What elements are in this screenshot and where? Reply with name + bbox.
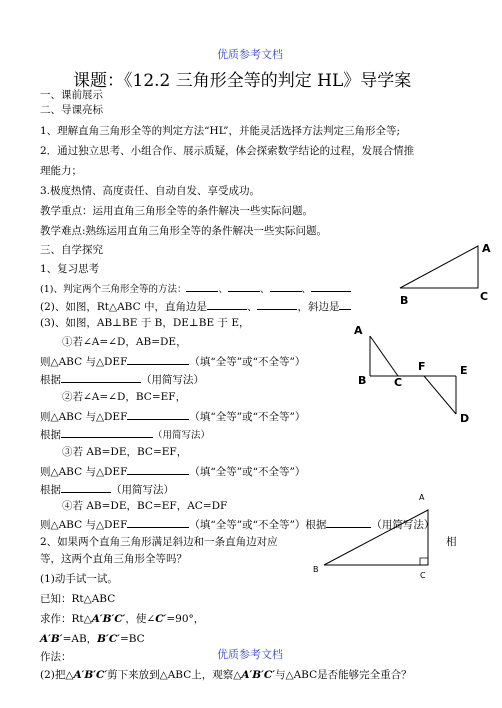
case-3: ③若 AB=DE，BC=EF， — [62, 446, 188, 458]
basis-text: 根据 — [40, 484, 61, 496]
fillin-hint: （填“全等”或“不全等”） — [189, 411, 306, 423]
case-2-basis — [40, 427, 210, 442]
label-c: C — [480, 290, 489, 303]
construct-end: =90°， — [166, 613, 205, 625]
fillin-hint: （填“全等”或“不全等”） — [189, 356, 306, 368]
blank[interactable] — [311, 281, 351, 292]
basis-text: 根据 — [40, 374, 61, 386]
fillin-hint: （填“全等”或“不全等”） — [189, 519, 306, 531]
review-q3: (3)、如图，AB⊥BE 于 B，DE⊥BE 于 E， — [40, 317, 250, 329]
label-c: C — [420, 571, 426, 580]
case-2-answer — [40, 409, 305, 424]
case-1: ①若∠A=∠D，AB=DE， — [62, 336, 187, 348]
basis-text: 根据 — [40, 429, 61, 441]
then-text: 则△ABC 与△DEF — [40, 411, 128, 423]
review-q2-text: (2)、如图，Rt△ABC 中，直角边是 — [40, 301, 207, 313]
inquiry-question-line-1-end: 相 — [446, 536, 457, 548]
overlap-prefix: (2)把△ — [40, 669, 74, 681]
construct-prefix: 求作：Rt△ — [40, 613, 92, 625]
condition-1: =AB， — [62, 633, 98, 645]
try-it: (1)动手试一试。 — [40, 573, 118, 585]
blank[interactable] — [339, 299, 351, 310]
overlap-mid: 剪下来放到△ABC上，观察△ — [107, 669, 242, 681]
review-q1-text: (1)、判定两个三角形全等的方法： — [40, 284, 187, 295]
case-3-answer — [40, 464, 305, 479]
blank[interactable] — [127, 517, 189, 528]
review-q2-hypotenuse: ，斜边是 — [297, 301, 340, 313]
right-angle-mark — [420, 558, 428, 565]
segment-ab-prime: A′B′ — [40, 633, 63, 645]
short-hint: （用简写法） — [141, 374, 204, 386]
short-hint: （用简写法） — [111, 484, 174, 496]
section-heading-3: 三、自学探究 — [40, 244, 103, 256]
fillin-hint: （填“全等”或“不全等”） — [189, 466, 306, 478]
goal-3: 3.极度热情、高度责任、自动自发、享受成功。 — [40, 185, 261, 197]
separator: 、 — [218, 284, 228, 295]
document-title: 课题：《12.2 三角形全等的判定 HL》导学案 — [73, 71, 412, 91]
section-heading-1: 一、课前展示 — [40, 89, 103, 101]
case-1-basis — [40, 372, 204, 387]
case-3-basis — [40, 482, 174, 497]
then-text: 则△ABC 与△DEF — [40, 356, 128, 368]
blank[interactable] — [127, 354, 189, 365]
case-2: ②若∠A=∠D，BC=EF， — [62, 391, 187, 403]
figure-triangle-abc-small — [310, 488, 440, 582]
triangle-abc — [324, 510, 428, 565]
separator: 、 — [301, 284, 312, 295]
segment-bc-prime: B′C′ — [97, 633, 120, 645]
label-a: A — [354, 324, 363, 337]
blank[interactable] — [61, 372, 141, 383]
blank[interactable] — [207, 299, 247, 310]
label-a: A — [482, 242, 491, 255]
inquiry-question-line-2: 等，这两个直角三角形全等吗？ — [40, 553, 187, 565]
segment-fd — [424, 376, 456, 414]
triangle-prime: A′B′C′ — [73, 669, 108, 681]
review-q1 — [40, 281, 351, 296]
blank[interactable] — [127, 409, 189, 420]
condition-2: =BC — [119, 633, 145, 645]
triangle-prime: A′B′C′ — [91, 613, 126, 625]
difficult-point: 教学难点:熟练运用直角三角形全等的条件解决一些实际问题。 — [40, 225, 328, 237]
label-e: E — [460, 364, 468, 377]
basis-text: 根据 — [305, 519, 327, 531]
blank[interactable] — [186, 281, 218, 292]
section-heading-2: 二、导课亮标 — [40, 104, 103, 116]
inquiry-question-line-1: 2、如果两个直角三角形满足斜边和一条直角边对应 — [40, 536, 278, 548]
then-text: 则△ABC 与△DEF — [40, 466, 128, 478]
angle-c-prime: C′ — [155, 613, 167, 625]
case-1-answer — [40, 354, 305, 369]
goal-2-line-1: 2．通过独立思考、小组合作、展示质疑，体会探索数学结论的过程，发展合情推 — [40, 145, 415, 157]
segment-ac — [370, 336, 398, 376]
short-hint: （用简写法） — [153, 430, 211, 441]
method: 作法： — [40, 651, 72, 663]
construct — [40, 613, 204, 626]
label-b: B — [358, 374, 367, 387]
triangle-abc — [400, 246, 478, 288]
label-c: C — [394, 376, 403, 389]
review-q2 — [40, 299, 351, 314]
label-a: A — [419, 493, 425, 502]
given: 已知：Rt△ABC — [40, 593, 116, 605]
overlap-question — [40, 669, 412, 682]
overlap-end: 与△ABC是否能够完全重合？ — [275, 669, 412, 681]
blank[interactable] — [270, 281, 302, 292]
label-b: B — [400, 294, 409, 307]
goal-2-line-2: 理能力； — [40, 165, 82, 177]
then-text: 则△ABC 与△DEF — [40, 519, 128, 531]
blank[interactable] — [127, 464, 189, 475]
goal-1: 1、理解直角三角形全等的判定方法“HL”，并能灵活选择方法判定三角形全等; — [40, 125, 401, 137]
short-hint: （用简写法） — [371, 519, 435, 531]
separator: 、 — [246, 301, 258, 313]
figure-two-triangles — [352, 320, 482, 432]
case-4: ④若 AB=DE，BC=EF，AC=DF — [62, 500, 228, 512]
blank[interactable] — [228, 281, 260, 292]
page-header: 优质参考文档 — [217, 48, 283, 61]
figure-right-triangle-abc — [394, 238, 498, 310]
construct-conditions — [40, 633, 145, 646]
blank[interactable] — [61, 482, 111, 493]
construct-mid: ，使∠ — [125, 613, 156, 625]
triangle-prime: A′B′C′ — [241, 669, 276, 681]
key-point: 教学重点：运用直角三角形全等的条件解决一些实际问题。 — [40, 205, 313, 217]
review-heading: 1、复习思考 — [40, 263, 100, 275]
blank[interactable] — [61, 427, 153, 438]
page-footer: 优质参考文档 — [217, 648, 283, 661]
blank[interactable] — [257, 299, 297, 310]
label-f: F — [418, 360, 426, 373]
label-b: B — [313, 565, 319, 574]
label-d: D — [460, 412, 470, 425]
separator: 、 — [259, 284, 270, 295]
